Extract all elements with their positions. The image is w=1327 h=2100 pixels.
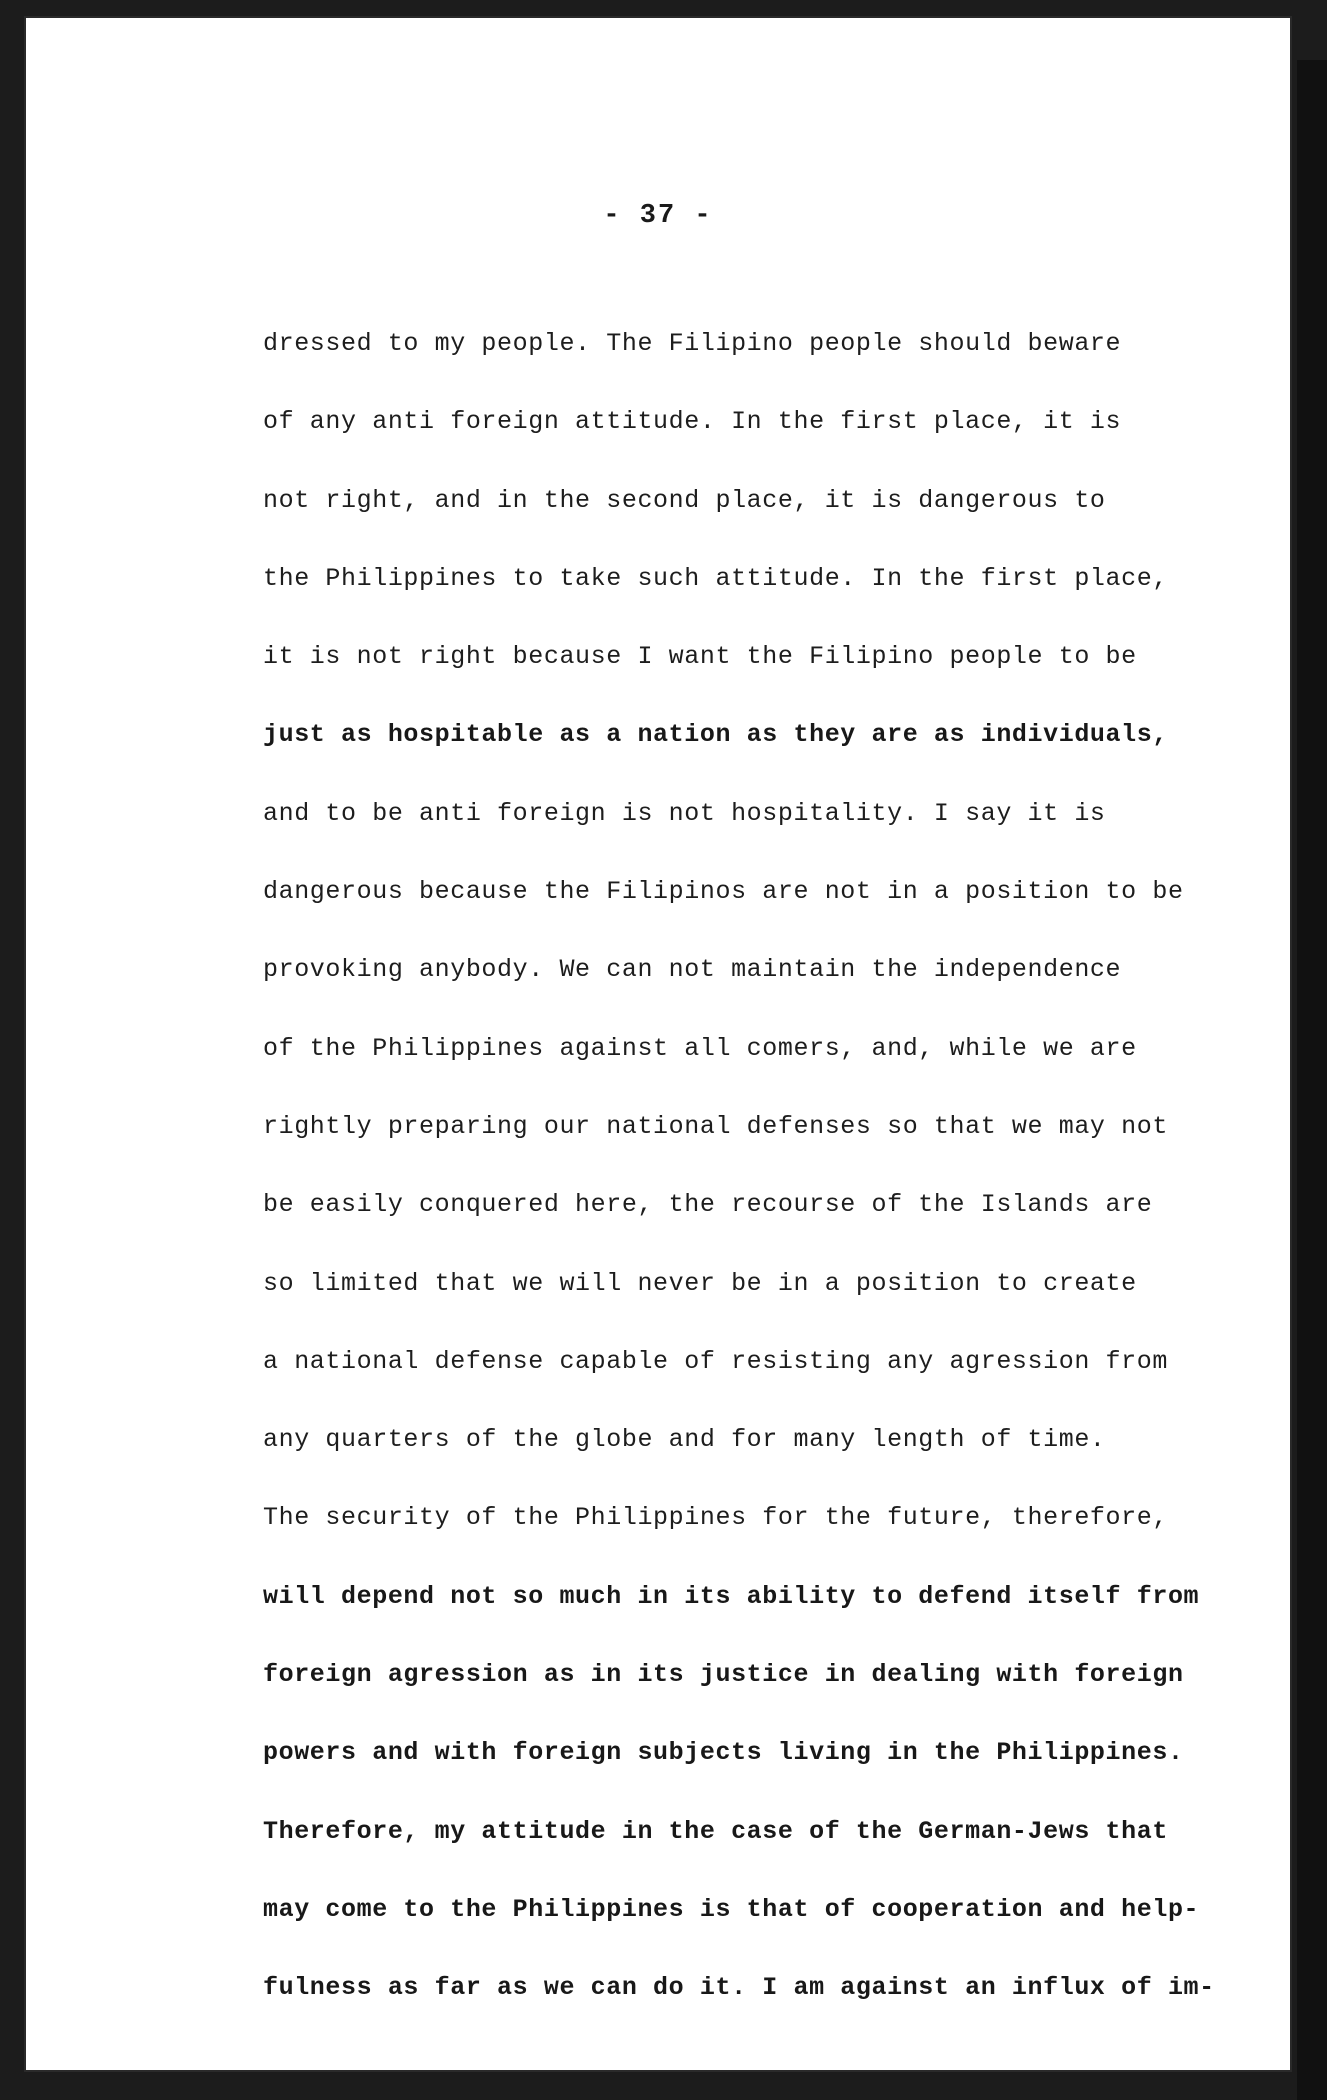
text-line: a national defense capable of resisting any agression from xyxy=(263,1346,1168,1376)
text-line: dangerous because the Filipinos are not in a position to be xyxy=(263,877,1184,907)
text-line: may come to the Philippines is that of cooperation and help- xyxy=(263,1894,1200,1924)
text-line: foreign agression as in its justice in dealing with foreign xyxy=(263,1660,1184,1690)
text-line: will depend not so much in its ability to defend itself from xyxy=(263,1581,1200,1611)
text-line: it is not right because I want the Filipino people to be xyxy=(263,642,1137,672)
text-line: just as hospitable as a nation as they are as individuals, xyxy=(263,720,1168,750)
page-number: - 37 - xyxy=(603,201,713,231)
text-line: the Philippines to take such attitude. In the first place, xyxy=(263,563,1168,593)
text-line: rightly preparing our national defenses so that we may not xyxy=(263,1111,1168,1141)
body-text xyxy=(263,305,1263,2028)
text-line: and to be anti foreign is not hospitality. I say it is xyxy=(263,798,1106,828)
paper-sheet xyxy=(26,18,1290,2070)
text-line: provoking anybody. We can not maintain the independence xyxy=(263,955,1122,985)
text-line: Therefore, my attitude in the case of the German-Jews that xyxy=(263,1816,1168,1846)
text-line: be easily conquered here, the recourse of the Islands are xyxy=(263,1190,1153,1220)
text-line: any quarters of the globe and for many length of time. xyxy=(263,1425,1106,1455)
scan-edge xyxy=(1297,60,1327,2100)
text-line: dressed to my people. The Filipino people should beware xyxy=(263,329,1122,358)
text-line: The security of the Philippines for the future, therefore, xyxy=(263,1503,1168,1533)
text-line: powers and with foreign subjects living in the Philippines. xyxy=(263,1738,1184,1768)
text-line: fulness as far as we can do it. I am against an influx of im- xyxy=(263,1973,1215,2003)
text-line: so limited that we will never be in a position to create xyxy=(263,1268,1137,1298)
text-line: not right, and in the second place, it is dangerous to xyxy=(263,485,1106,515)
text-line: of any anti foreign attitude. In the first place, it is xyxy=(263,407,1122,437)
text-line: of the Philippines against all comers, and, while we are xyxy=(263,1033,1137,1063)
